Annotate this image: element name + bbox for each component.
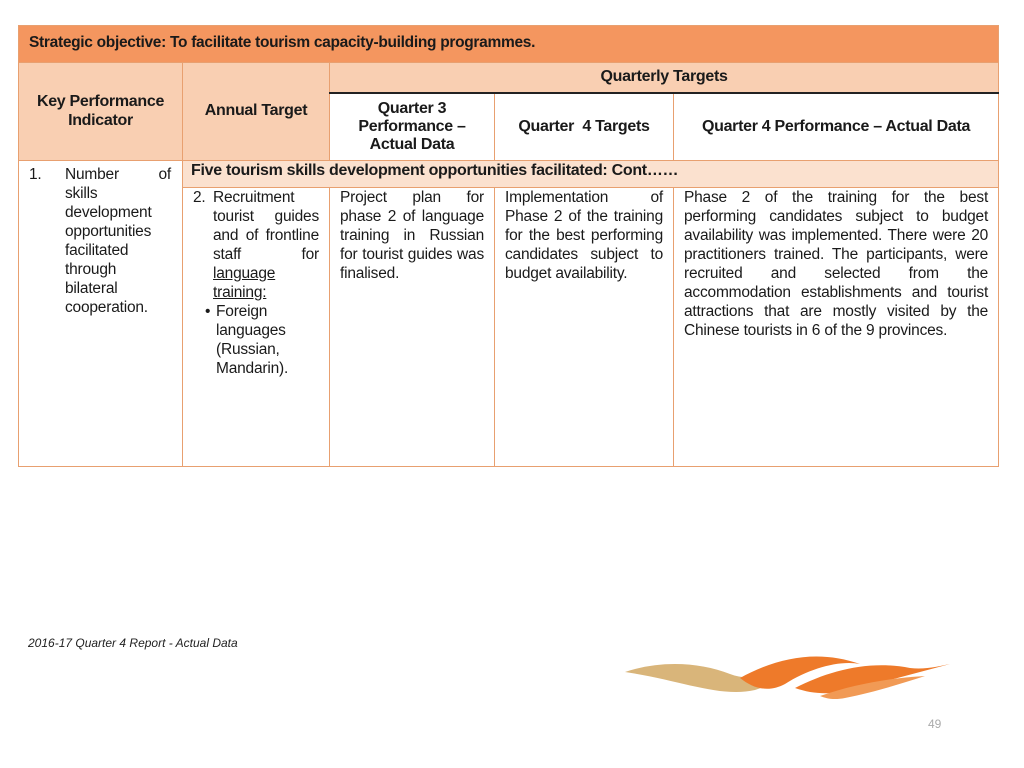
header-q3-line3: Actual Data [369, 135, 455, 153]
kpi-line-7: cooperation. [65, 298, 148, 316]
page-number: 49 [928, 717, 942, 731]
performance-table [18, 25, 999, 467]
continuation-row [183, 160, 999, 187]
header-annual-target-label: Annual Target [204, 102, 308, 120]
header-q3-line1: Quarter 3 [377, 99, 447, 117]
header-annual-target [183, 63, 330, 161]
q4-target-text: Implementation of Phase 2 of the training for the best performing candidates subject to budget availability. [505, 188, 663, 282]
header-q4-performance-label: Quarter 4 Performance – Actual Data [701, 117, 971, 135]
continuation-text: Five tourism skills development opportunities facilitated: Cont…… [191, 161, 679, 179]
footer-note: 2016-17 Quarter 4 Report - Actual Data [28, 636, 238, 650]
annual-target-underlined: language training: [213, 264, 276, 301]
kpi-line-2: development [65, 203, 152, 221]
q4-target-cell [495, 187, 674, 466]
kpi-line-1: skills [65, 184, 98, 202]
header-kpi [19, 63, 183, 161]
header-q4-performance [674, 93, 999, 161]
kpi-word-number: Number [65, 165, 119, 183]
header-q3-line2: Performance – [358, 117, 466, 135]
kpi-number: 1. [29, 165, 42, 183]
annual-target-cell [183, 187, 330, 466]
q4-actual-cell [674, 187, 999, 466]
bullet-icon: • [205, 302, 211, 320]
q3-actual-text: Project plan for phase 2 of language training in Russian for tourist guides was finalised. [340, 188, 484, 282]
q4-actual-text: Phase 2 of the training for the best performing candidates subject to budget availability was implemented. There were 20 practitioners trained. The participants, were recruited and selected from the accommodation establishments and tourist attractions that are mostly visited by the Chinese tourists in 6 of the 9 provinces. [684, 188, 989, 339]
header-kpi-label: Key Performance Indicator [36, 93, 165, 130]
header-quarterly-targets-label: Quarterly Targets [600, 68, 728, 86]
annual-target-number: 2. [193, 188, 206, 206]
kpi-line-6: bilateral [65, 279, 118, 297]
strategic-objective-banner [19, 26, 999, 63]
kpi-item [19, 161, 182, 317]
annual-target-text: Recruitment tourist guides and of frontline staff for [213, 188, 319, 263]
kpi-cell [19, 160, 183, 466]
header-quarterly-targets [330, 63, 999, 93]
wave-logo [620, 650, 955, 700]
kpi-line-3: opportunities [65, 222, 152, 240]
strategic-objective-text: Strategic objective: To facilitate tourism capacity-building programmes. [29, 34, 536, 51]
header-q4-targets [495, 93, 674, 161]
annual-target-bullet-text: Foreign languages (Russian, Mandarin). [216, 302, 289, 377]
header-q4-targets-label: Quarter 4 Targets [518, 117, 650, 135]
q3-actual-cell [330, 187, 495, 466]
header-q3-performance [330, 93, 495, 161]
annual-target-bullet [193, 302, 319, 378]
kpi-word-of: of [158, 165, 171, 183]
kpi-line-4: facilitated [65, 241, 129, 259]
kpi-line-5: through [65, 260, 117, 278]
